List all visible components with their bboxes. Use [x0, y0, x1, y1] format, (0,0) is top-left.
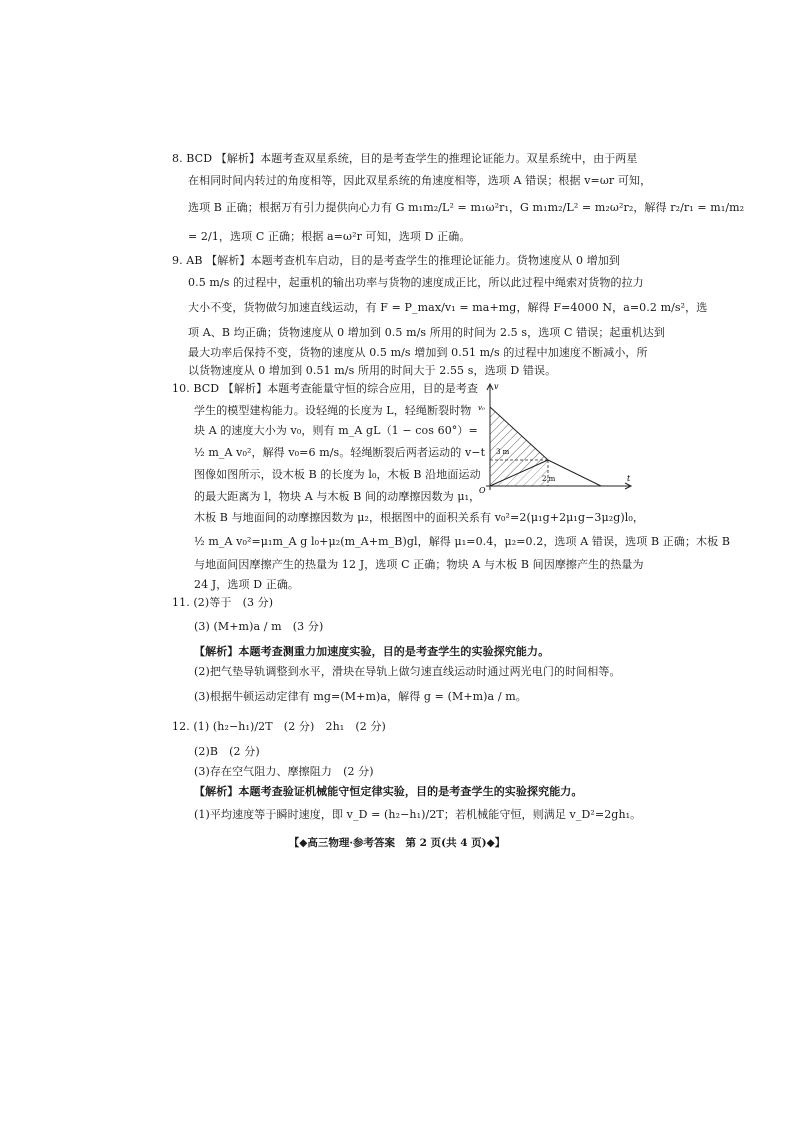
text-line-q9b: 0.5 m/s 的过程中，起重机的输出功率与货物的速度成正比，所以此过程中绳索对货物的拉力 [188, 276, 644, 289]
text-line-q9d: 项 A、B 均正确；货物速度从 0 增加到 0.5 m/s 所用的时间为 2.5 s，选项 C 错误；起重机达到 [188, 326, 665, 339]
text-line-q8c: 选项 B 正确；根据万有引力提供向心力有 G m₁m₂/L² = m₁ω²r₁，G m₁m₂/L² = m₂ω²r₂，解得 r₂/r₁ = m₁/m₂ [188, 201, 745, 214]
text-line-q11d: (2)把气垫导轨调整到水平，滑块在导轨上做匀速直线运动时通过两光电门的时间相等。 [194, 665, 621, 678]
text-line-q10b: 学生的模型建构能力。设轻绳的长度为 L，轻绳断裂时物 [194, 404, 472, 417]
v-axis-label: v [494, 382, 499, 391]
text-line-q8b: 在相同时间内转过的角度相等，因此双星系统的角速度相等，选项 A 错误；根据 v=ωr 可知， [188, 174, 652, 187]
text-line-q10d: ½ m_A v₀²，解得 v₀=6 m/s。轻绳断裂后两者运动的 v−t [194, 446, 486, 459]
text-line-q8d: = 2/1，选项 C 正确；根据 a=ω²r 可知，选项 D 正确。 [188, 230, 471, 243]
text-line-q9f: 以货物速度从 0 增加到 0.51 m/s 所用的时间大于 2.55 s，选项 D 错误。 [188, 364, 557, 377]
text-line-q10i: 与地面间因摩擦产生的热量为 12 J，选项 C 正确；物块 A 与木板 B 间因摩擦产生的热量为 [194, 558, 644, 571]
text-line-q12d: 【解析】本题考查验证机械能守恒定律实验，目的是考查学生的实验探究能力。 [194, 785, 583, 798]
common-decel-line [548, 460, 601, 486]
text-line-q10a: 10. BCD 【解析】本题考查能量守恒的综合应用，目的是考查 [172, 382, 479, 395]
text-line-q11e: (3)根据牛顿运动定律有 mg=(M+m)a，解得 g = (M+m)a / m。 [194, 690, 527, 703]
origin-label: O [479, 486, 486, 494]
text-line-q9e: 最大功率后保持不变，货物的速度从 0.5 m/s 增加到 0.51 m/s 的过程中加速度不断减小，所 [188, 346, 648, 359]
text-line-q11a: 11. (2)等于 (3 分) [172, 596, 274, 609]
text-line-q12a: 12. (1) (h₂−h₁)/2T (2 分) 2h₁ (2 分) [172, 720, 386, 733]
text-line-q10h: ½ m_A v₀²=μ₁m_A g l₀+μ₂(m_A+m_B)gl，解得 μ₁=0.4，μ₂=0.2，选项 A 错误，选项 B 正确；木板 B [194, 535, 731, 548]
text-line-q9a: 9. AB 【解析】本题考查机车启动，目的是考查学生的推理论证能力。货物速度从 0 增加到 [172, 254, 621, 267]
text-line-q11c: 【解析】本题考查测重力加速度实验，目的是考查学生的实验探究能力。 [194, 645, 550, 658]
text-line-q10e: 图像如图所示，设木板 B 的长度为 l₀，木板 B 沿地面运动 [194, 468, 481, 481]
text-line-q9c: 大小不变，货物做匀加速直线运动，有 F = P_max/v₁ = ma+mg，解得 F=4000 N，a=0.2 m/s²，选 [188, 301, 708, 314]
text-line-q10c: 块 A 的速度大小为 v₀，则有 m_A gL（1 − cos 60°）= [194, 424, 478, 437]
text-line-q10j: 24 J，选项 D 正确。 [194, 578, 300, 591]
t-axis-label: t [627, 474, 631, 483]
text-line-q12c: (3)存在空气阻力、摩擦阻力 (2 分) [194, 765, 374, 778]
v-t-graph [476, 380, 636, 494]
text-line-q8a: 8. BCD 【解析】本题考查双星系统，目的是考查学生的推理论证能力。双星系统中，由于两星 [172, 152, 638, 165]
label-2m: 2 m [542, 475, 556, 483]
label-3m: 3 m [496, 448, 510, 456]
page-footer: 【◆高三物理·参考答案 第 2 页(共 4 页)◆】 [288, 837, 506, 849]
text-line-q10f: 的最大距离为 l，物块 A 与木板 B 间的动摩擦因数为 μ₁， [194, 490, 481, 503]
v0-label: v₀ [478, 404, 485, 412]
text-line-q10g: 木板 B 与地面间的动摩擦因数为 μ₂，根据图中的面积关系有 v₀²=2(μ₁g+2μ₁g−3μ₂g)l₀， [194, 511, 645, 524]
text-line-q12b: (2)B (2 分) [194, 745, 260, 758]
text-line-q11b: (3) (M+m)a / m (3 分) [194, 620, 324, 633]
text-line-q12e: (1)平均速度等于瞬时速度，即 v_D = (h₂−h₁)/2T；若机械能守恒，则满足 v_D²=2gh₁。 [194, 808, 642, 821]
